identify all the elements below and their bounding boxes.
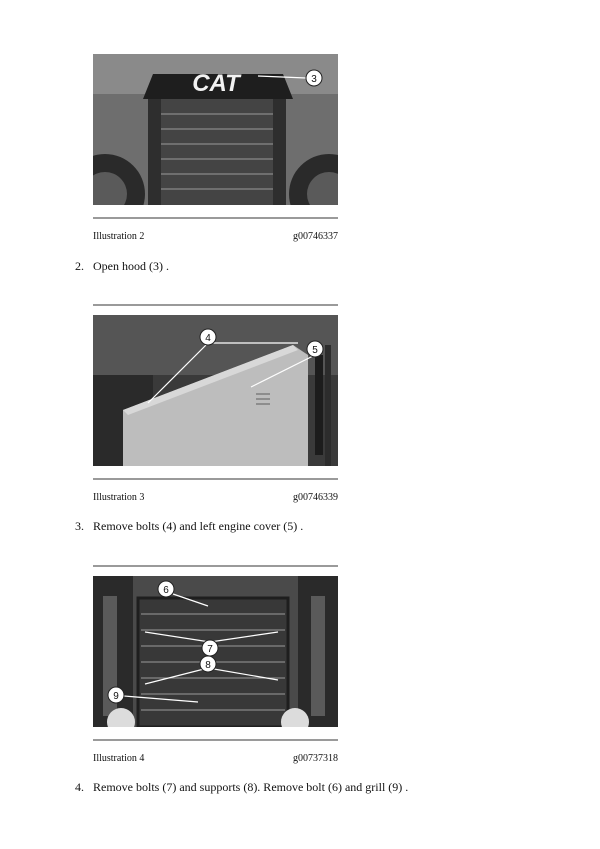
- step-text: Remove bolts (7) and supports (8). Remove bolt (6) and grill (9) .: [93, 780, 409, 794]
- callout-7-label: 7: [207, 644, 213, 655]
- step-number: 2.: [75, 259, 84, 273]
- figure-divider: [93, 478, 338, 480]
- caption-code: g00737318: [293, 753, 338, 764]
- illustration-3-photo: [93, 315, 338, 466]
- caption-label: Illustration 3: [93, 492, 145, 503]
- caption-label: Illustration 2: [93, 231, 145, 242]
- step-number: 3.: [75, 519, 84, 533]
- step-3: [75, 519, 303, 534]
- callout-9-label: 9: [113, 691, 119, 702]
- caption-label: Illustration 4: [93, 753, 145, 764]
- figure-divider: [93, 739, 338, 741]
- step-number: 4.: [75, 780, 84, 794]
- callout-8-label: 8: [205, 660, 211, 671]
- callout-4-label: 4: [205, 333, 211, 344]
- callout-5-label: 5: [312, 345, 318, 356]
- caption-code: g00746337: [293, 231, 338, 242]
- step-2: [75, 259, 169, 274]
- step-4: [75, 780, 408, 795]
- illustration-4-photo: [93, 576, 338, 727]
- figure-divider: [93, 565, 338, 567]
- step-text: Remove bolts (4) and left engine cover (5) .: [93, 519, 304, 533]
- caption-code: g00746339: [293, 492, 338, 503]
- illustration-2-caption: [93, 231, 338, 242]
- callout-6-label: 6: [163, 585, 169, 596]
- illustration-4-caption: [93, 753, 338, 764]
- callout-3-label: 3: [311, 74, 317, 85]
- illustration-3-caption: [93, 492, 338, 503]
- figure-divider: [93, 217, 338, 219]
- cat-logo: CAT: [192, 70, 240, 97]
- illustration-2-photo: [93, 54, 338, 205]
- step-text: Open hood (3) .: [93, 259, 169, 273]
- figure-divider: [93, 304, 338, 306]
